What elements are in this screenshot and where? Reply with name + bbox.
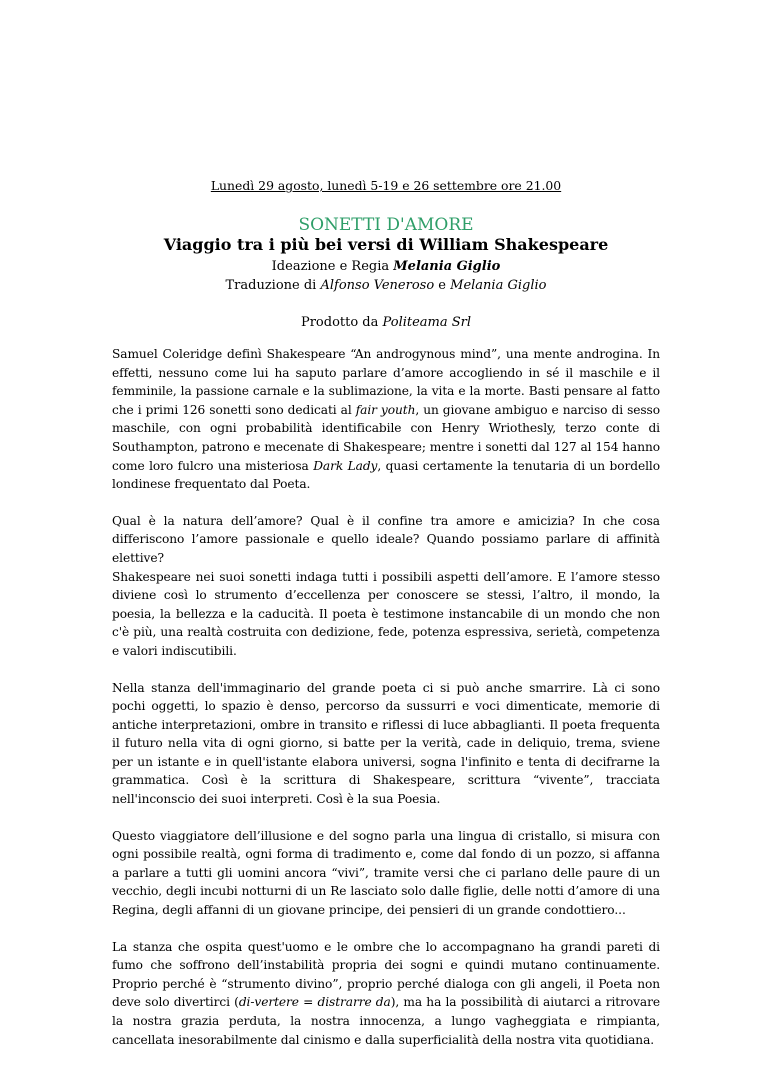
- translation-joiner: e: [434, 278, 451, 293]
- paragraph-poet-room: Nella stanza dell'immaginario del grande poeta ci si può anche smarrire. Là ci sono pochi oggetti, lo spazio è denso, percorso da sussurri e voci dimenticate, memorie di antiche interpretazioni, ombre in transito e riflessi di luce abbaglianti. Il poeta frequenta il futuro nella vita di ogni giorno, si batte per la verità, cade in deliquio, trema, sviene per un istante e in quell'istante elabora universi, sogna l'infinito e tenta di decifrarne la grammatica. Così è la scrittura di Shakespeare, scrittura “vivente”, tracciata nell'inconscio dei suoi interpreti. Così è la sua Poesia.: [112, 680, 660, 807]
- dark-lady-term: Dark Lady: [313, 458, 378, 473]
- paragraph-traveller: Questo viaggiatore dell’illusione e del sogno parla una lingua di cristallo, si misura con ogni possibile realtà, ogni forma di tradimento e, come dal fondo di un pozzo, si affanna a parlare a tutti gli uomini ancora “vivi”, tramite versi che ci parlano delle paure di un vecchio, degli incubi notturni di un Re lasciato solo dalle figlie, delle notti d’amore di una Regina, degli affanni di un giovane principe, dei pensieri di un grande condottiero...: [112, 828, 660, 918]
- paragraph-text: , quasi certamente la tenutaria di un bordello londinese frequentato dal Poeta.: [112, 458, 660, 492]
- concept-label: Ideazione e Regia: [271, 259, 394, 274]
- paragraph-smoke-walls: [112, 938, 660, 1050]
- paragraph-text: Samuel Coleridge definì Shakespeare “An androgynous mind”, una mente androgina. In effetti, nessuno come lui ha saputo parlare d’amore accogliendo in sé il maschile e il femminile, la passione carnale e la sublimazione, la vita e la morte. Basti pensare al fatto che i primi 126 sonetti sono dedicati al: [112, 347, 660, 417]
- fair-youth-term: fair youth: [355, 402, 416, 417]
- translation-credit: [112, 276, 660, 295]
- producer-label: Prodotto da: [300, 315, 383, 330]
- event-dates: Lunedì 29 agosto, lunedì 5-19 e 26 settembre ore 21.00: [210, 178, 562, 193]
- document-page: [112, 177, 660, 1067]
- producer-credit: [112, 313, 660, 332]
- show-title: SONETTI D'AMORE: [298, 215, 474, 235]
- director-name: Melania Giglio: [393, 259, 501, 274]
- paragraph-text: La stanza che ospita quest'uomo e le ombre che lo accompagnano ha grandi pareti di fumo che soffrono dell’instabilità propria dei sogni e quindi mutano continuamente. Proprio perché è “strumento divino”, proprio perché dialoga con gli angeli, il Poeta non deve solo divertirci (: [112, 939, 660, 1010]
- translation-label: Traduzione di: [225, 278, 321, 293]
- concept-direction-credit: [112, 257, 660, 276]
- paragraph-text: , un giovane ambiguo e narciso di sesso maschile, con ogni probabilità identificabile con Henry Wriothesly, terzo conte di Southampton, patrono e mecenate di Shakespeare; mentre i sonetti dal 127 al 154 hanno come loro fulcro una misteriosa: [112, 402, 660, 473]
- paragraph-questions: Qual è la natura dell’amore? Qual è il confine tra amore e amicizia? In che cosa differiscono l’amore passionale e quello ideale? Quando possiamo parlare di affinità elettive?: [112, 513, 660, 565]
- translator-name-2: Melania Giglio: [450, 278, 547, 293]
- translator-name-1: Alfonso Veneroso: [320, 278, 435, 293]
- paragraph-coleridge: [112, 345, 660, 494]
- show-subtitle: Viaggio tra i più bei versi di William Shakespeare: [163, 235, 609, 254]
- producer-name: Politeama Srl: [382, 315, 472, 330]
- paragraph-love-aspects: Shakespeare nei suoi sonetti indaga tutti i possibili aspetti dell’amore. E l’amore stesso diviene così lo strumento d’eccellenza per conoscere se stessi, l’altro, il mondo, la poesia, la bellezza e la caducità. Il poeta è testimone instancabile di un mondo che non c'è più, una realtà costruita con dedizione, fede, potenza espressiva, serietà, competenza e valori indiscutibili.: [112, 569, 660, 658]
- paragraph-text: ), ma ha la possibilità di aiutarci a ritrovare la nostra grazia perduta, la nostra innocenza, a lungo vagheggiata e rimpianta, cancellata inesorabilmente dal cinismo e dalla superficialità della nostra vita quotidiana.: [112, 995, 660, 1047]
- divertere-note: di-vertere = distrarre da: [238, 995, 391, 1010]
